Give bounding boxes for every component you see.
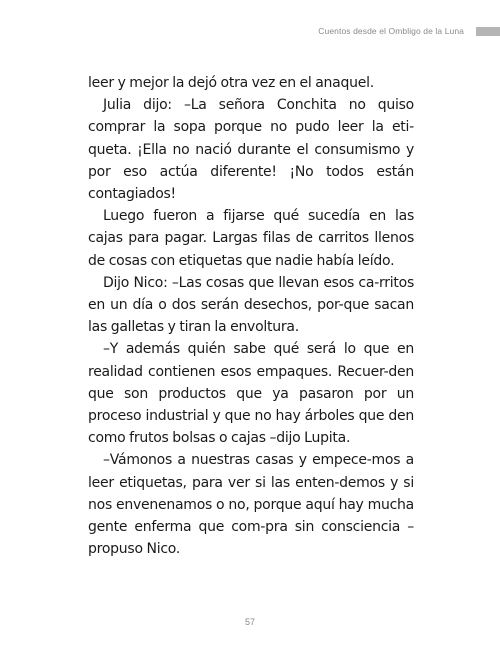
running-header <box>318 24 500 38</box>
running-title: Cuentos desde el Ombligo de la Luna <box>318 26 464 36</box>
paragraph-continuation: leer y mejor la dejó otra vez en el anaquel. <box>88 75 374 91</box>
page-body <box>88 72 414 560</box>
paragraph: Luego fueron a fijarse qué sucedía en las cajas para pagar. Largas filas de carritos llenos de cosas con etiquetas que nadie había leído. <box>88 208 414 269</box>
paragraph: –Y además quién sabe qué será lo que en realidad contienen esos empaques. Recuer-den que son productos que ya pasaron por un proceso industrial y que no hay árboles que den como frutos bolsas o cajas –dijo Lupita. <box>88 341 414 447</box>
page-number: 57 <box>244 617 255 627</box>
paragraph: Julia dijo: –La señora Conchita no quiso comprar la sopa porque no pudo leer la eti-queta. ¡Ella no nació durante el consumismo y por eso actúa diferente! ¡No todos están contagiados! <box>88 97 414 203</box>
header-bar-decoration <box>476 27 500 36</box>
paragraph: Dijo Nico: –Las cosas que llevan esos ca-rritos en un día o dos serán desechos, por-que sacan las galletas y tiran la envoltura. <box>88 274 414 336</box>
paragraph: –Vámonos a nuestras casas y empece-mos a leer etiquetas, para ver si las enten-demos y si nos envenenamos o no, porque aquí hay mucha gente enferma que com-pra sin consciencia –propuso Nico. <box>88 452 414 558</box>
